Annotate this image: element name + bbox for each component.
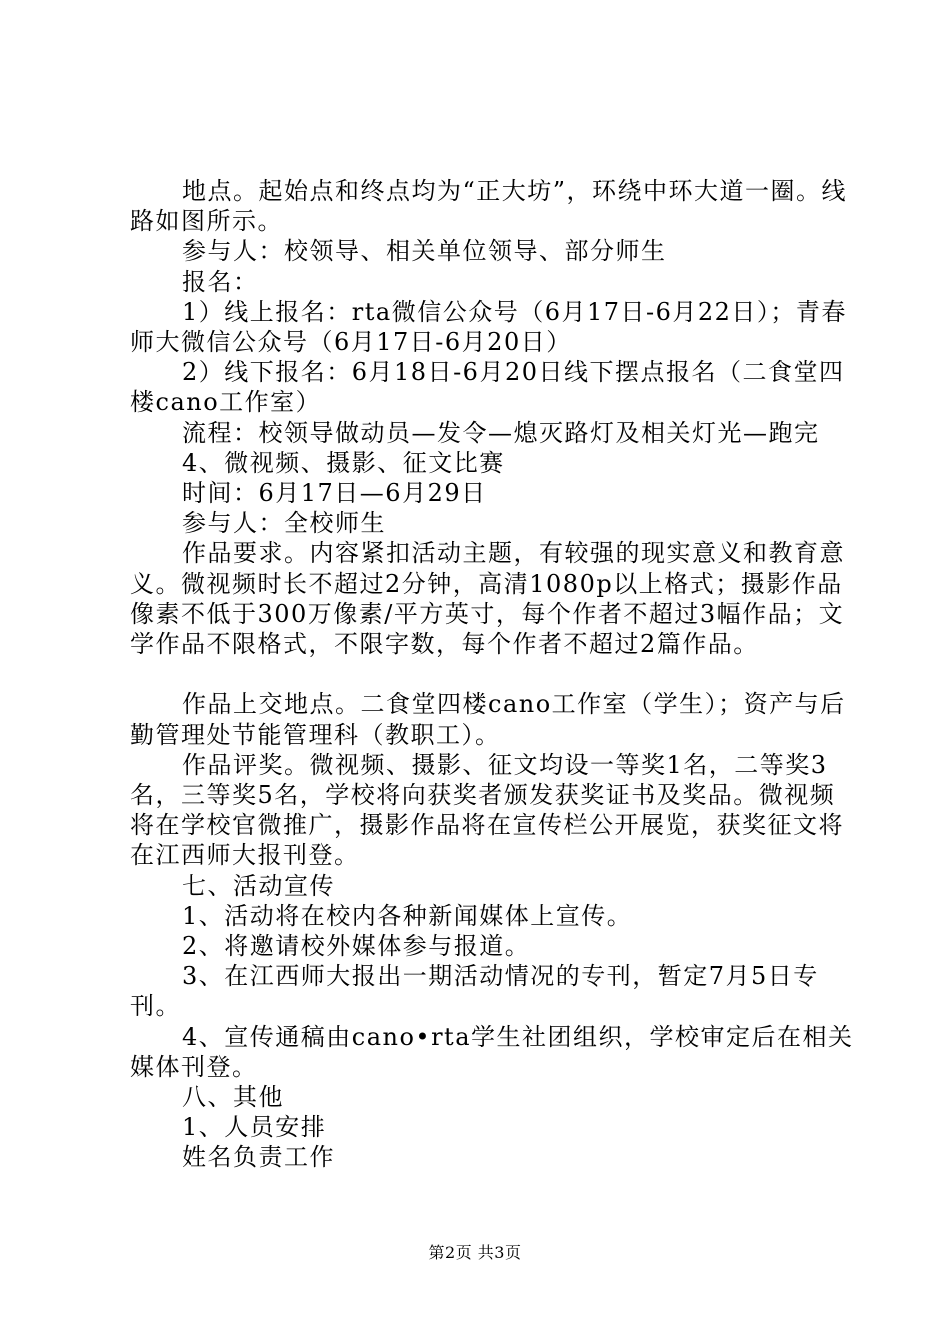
paragraph-process: 流程：校领导做动员—发令—熄灭路灯及相关灯光—跑完 <box>182 418 820 447</box>
page-footer <box>0 1243 950 1263</box>
paragraph-route-location: 地点。起始点和终点均为“正大坊”，环绕中环大道一圈。线路如图所示。 <box>130 177 848 236</box>
paragraph-offline-registration: 2）线下报名：6月18日-6月20日线下摆点报名（二食堂四楼cano工作室） <box>130 358 845 417</box>
section-heading-publicity: 七、活动宣传 <box>182 871 335 900</box>
paragraph-participants: 参与人：校领导、相关单位领导、部分师生 <box>182 237 667 266</box>
section-heading-other: 八、其他 <box>182 1083 284 1112</box>
paragraph-publicity-1: 1、活动将在校内各种新闻媒体上宣传。 <box>182 901 633 930</box>
paragraph-contest-time: 时间：6月17日—6月29日 <box>182 479 487 508</box>
paragraph-publicity-4: 4、宣传通稿由cano•rta学生社团组织，学校审定后在相关媒体刊登。 <box>130 1022 854 1081</box>
paragraph-online-registration: 1）线上报名：rta微信公众号（6月17日-6月22日）；青春师大微信公众号（6月17日-6月20日） <box>130 297 847 357</box>
page-number-label: 第2页 共3页 <box>428 1243 522 1262</box>
paragraph-contest-participants: 参与人：全校师生 <box>182 509 386 538</box>
paragraph-awards: 作品评奖。微视频、摄影、征文均设一等奖1名，二等奖3名，三等奖5名，学校将向获奖者颁发获奖证书及奖品。微视频将在学校官微推广，摄影作品将在宣传栏公开展览，获奖征文将在江西师大报刊登。 <box>130 750 844 870</box>
paragraph-registration-heading: 报名： <box>182 267 259 296</box>
paragraph-publicity-3: 3、在江西师大报出一期活动情况的专刊，暂定7月5日专刊。 <box>130 962 819 1021</box>
blank-line <box>130 659 855 689</box>
paragraph-staffing: 1、人员安排 <box>182 1113 327 1142</box>
paragraph-name-duty: 姓名负责工作 <box>182 1143 335 1172</box>
paragraph-work-requirements: 作品要求。内容紧扣活动主题，有较强的现实意义和教育意义。微视频时长不超过2分钟，高清1080p以上格式；摄影作品像素不低于300万像素/平方英寸，每个作者不超过3幅作品；文学作品不限格式，不限字数，每个作者不超过2篇作品。 <box>130 539 845 659</box>
document-body <box>130 176 855 1173</box>
paragraph-publicity-2: 2、将邀请校外媒体参与报道。 <box>182 932 531 961</box>
paragraph-submission-location: 作品上交地点。二食堂四楼cano工作室（学生）；资产与后勤管理处节能管理科（教职工）。 <box>130 690 846 749</box>
paragraph-contest-heading: 4、微视频、摄影、征文比赛 <box>182 448 505 477</box>
